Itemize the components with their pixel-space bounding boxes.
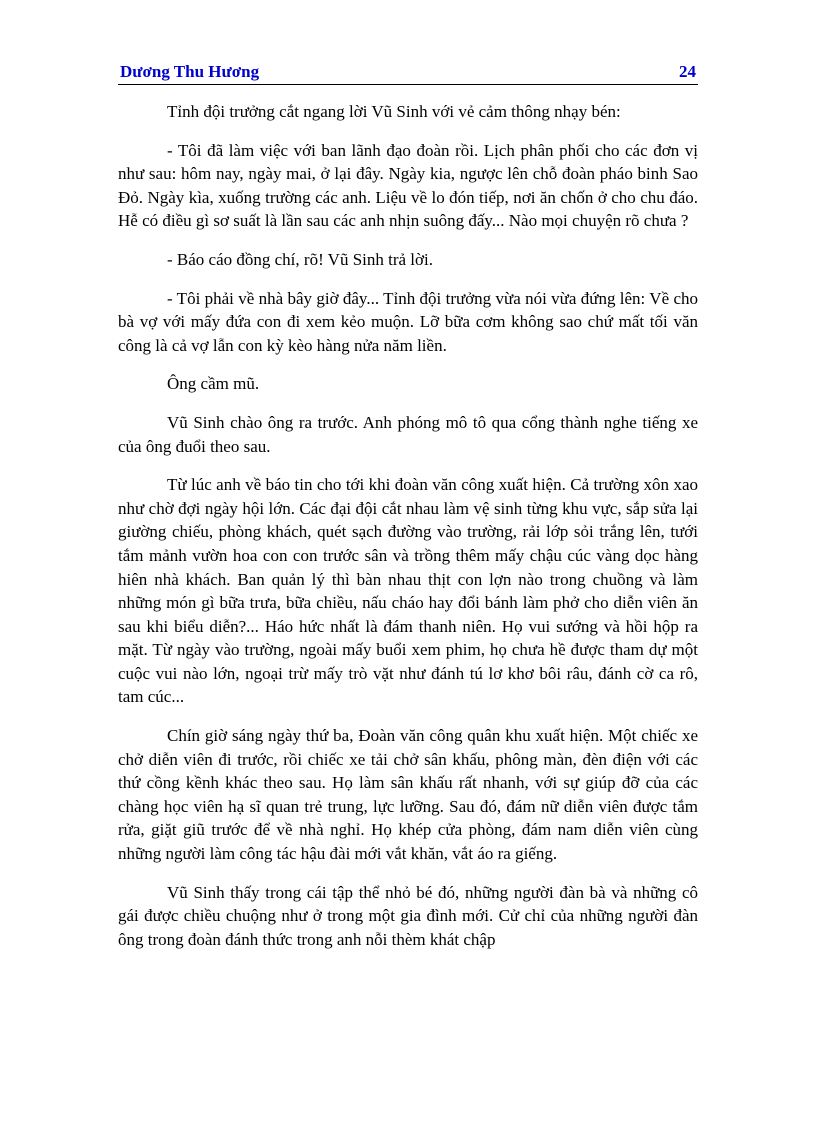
paragraph: - Tôi phải về nhà bây giờ đây... Tỉnh đội trưởng vừa nói vừa đứng lên: Về cho bà vợ với mấy đứa con đi xem kẻo muộn. Lỡ bữa cơm không sao chứ mất tối văn công là cả vợ lẫn con kỳ kèo hàng nửa năm liền. bbox=[118, 288, 698, 355]
paragraph: Ông cầm mũ. bbox=[167, 374, 260, 394]
paragraph: - Tôi đã làm việc với ban lãnh đạo đoàn rồi. Lịch phân phối cho các đơn vị như sau: hôm nay, ngày mai, ở lại đây. Ngày kia, ngược lên chỗ đoàn pháo binh Sao Đỏ. Ngày kìa, xuống trường các anh. Liệu về lo đón tiếp, nơi ăn chốn ở cho chu đáo. Hễ có điều gì sơ suất là lần sau các anh nhịn suông đấy... Nào mọi chuyện rõ chưa ? bbox=[118, 140, 698, 231]
paragraph: Tỉnh đội trưởng cắt ngang lời Vũ Sinh với vẻ cảm thông nhạy bén: bbox=[167, 102, 621, 121]
page-body bbox=[118, 100, 698, 966]
paragraph: Từ lúc anh về báo tin cho tới khi đoàn văn công xuất hiện. Cả trường xôn xao như chờ đợi ngày hội lớn. Các đại đội cắt nhau làm vệ sinh từng khu vực, sắp sửa lại giường chiếu, phòng khách, quét sạch đường vào trường, rải lớp sỏi trắng lên, tưới tắm mảnh vườn hoa con con trước sân và trồng thêm mấy chậu cúc vàng dọc hàng hiên nhà khách. Ban quản lý thì bàn nhau thịt con lợn nào trong chuồng và làm những món gì bữa trưa, bữa chiều, nấu cháo hay đổi bánh làm phở cho diễn viên ăn sau khi biểu diễn?... Háo hức nhất là đám thanh niên. Họ vui sướng và hồi hộp ra mặt. Từ ngày vào trường, ngoài mấy buổi xem phim, họ chưa hề được tham dự một cuộc vui nào lớn, ngoại trừ mấy trò vặt như đánh tú lơ khơ bôi râu, đánh cờ ca rô, tam cúc... bbox=[118, 475, 698, 707]
page-header bbox=[118, 58, 698, 85]
header-author: Dương Thu Hương bbox=[120, 62, 260, 81]
header-page-number: 24 bbox=[679, 62, 696, 81]
paragraph: - Báo cáo đồng chí, rõ! Vũ Sinh trả lời. bbox=[167, 249, 433, 269]
paragraph: Vũ Sinh thấy trong cái tập thể nhỏ bé đó, những người đàn bà và những cô gái được chiều chuộng như ở trong một gia đình mới. Cử chỉ của những người đàn ông trong đoàn đánh thức trong anh nỗi thèm khát chập bbox=[118, 882, 698, 949]
paragraph: Vũ Sinh chào ông ra trước. Anh phóng mô tô qua cổng thành nghe tiếng xe của ông đuổi theo sau. bbox=[118, 412, 698, 456]
paragraph: Chín giờ sáng ngày thứ ba, Đoàn văn công quân khu xuất hiện. Một chiếc xe chở diễn viên đi trước, rồi chiếc xe tải chở sân khấu, phông màn, đèn điện với các thứ cồng kềnh khác theo sau. Họ làm sân khấu rất nhanh, với sự giúp đỡ của các chàng học viên hạ sĩ quan trẻ trung, lực lưỡng. Sau đó, đám nữ diễn viên được tắm rửa, giặt giũ trước để về nhà nghỉ. Họ khép cửa phòng, đám nam diễn viên cùng những người làm công tác hậu đài mới vắt khăn, vắt áo ra giếng. bbox=[118, 726, 698, 864]
